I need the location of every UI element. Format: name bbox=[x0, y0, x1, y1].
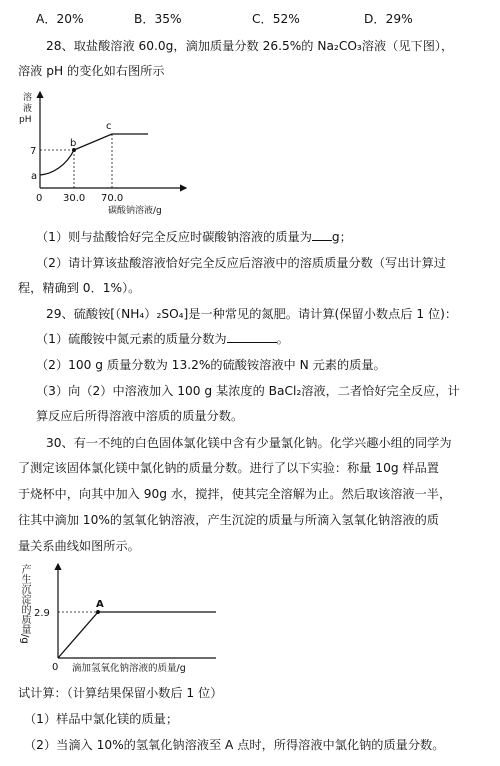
q29-part3-line2: 算反应后所得溶液中溶质的质量分数。 bbox=[36, 409, 244, 423]
q28-part1-text: （1）则与盐酸恰好完全反应时碳酸钠溶液的质量为 bbox=[36, 230, 312, 244]
precip-point-A bbox=[96, 610, 100, 614]
option-a: A．20% bbox=[36, 12, 84, 26]
ph-label-b: b bbox=[70, 138, 77, 149]
q30-part1: （1）样品中氯化镁的质量； bbox=[24, 712, 179, 726]
q28-part1-blank bbox=[312, 240, 332, 241]
option-d: D．29% bbox=[364, 12, 413, 26]
ph-ylabel-mid: 液 bbox=[23, 104, 33, 114]
precip-tick-29: 2.9 bbox=[34, 608, 50, 619]
q29-part1-blank bbox=[227, 342, 277, 343]
q30-line2: 了测定该固体氯化镁中氯化钠的质量分数。进行了以下实验：称量 10g 样品置 bbox=[18, 461, 439, 475]
ph-tick-7: 7 bbox=[30, 146, 37, 157]
q29-part2: （2）100 g 质量分数为 13.2%的硫酸铵溶液中 N 元素的质量。 bbox=[36, 358, 386, 372]
q29-part1 bbox=[36, 330, 289, 348]
ph-xlabel: 碳酸钠溶液/g bbox=[108, 206, 162, 216]
q28-line2: 溶液 pH 的变化如右图所示 bbox=[18, 64, 165, 78]
ph-curve bbox=[40, 134, 148, 175]
ph-tick-30: 30.0 bbox=[63, 193, 86, 204]
option-c: C．52% bbox=[252, 12, 300, 26]
q29-part1-end: 。 bbox=[276, 332, 289, 346]
ph-ylabel-top: 溶 bbox=[23, 93, 33, 103]
ph-tick-70: 70.0 bbox=[101, 193, 124, 204]
ph-chart bbox=[14, 88, 194, 218]
precip-curve bbox=[58, 612, 98, 658]
q28-part1 bbox=[36, 228, 352, 246]
q30-line3: 于烧杯中，向其中加入 90g 水，搅拌，使其完全溶解为止。然后取该溶液一半， bbox=[18, 487, 452, 501]
precip-tick-0: 0 bbox=[52, 662, 59, 673]
q28-part2-line1: （2）请计算该盐酸溶液恰好完全反应后溶液中的溶质质量分数（写出计算过 bbox=[36, 256, 446, 270]
ph-label-c: c bbox=[106, 121, 112, 132]
q28-line1: 28、取盐酸溶液 60.0g，滴加质量分数 26.5%的 Na₂CO₃溶液（见下图）， bbox=[46, 39, 454, 53]
q29-part3-line1: （3）向（2）中溶液加入 100 g 某浓度的 BaCl₂溶液，二者恰好完全反应，计 bbox=[36, 384, 460, 398]
option-b: B．35% bbox=[134, 12, 182, 26]
q28-part1-unit: g； bbox=[331, 230, 352, 244]
precip-ylabel: 产生沉淀的质量/g bbox=[19, 564, 30, 644]
q30-part2: （2）当滴入 10%的氢氧化钠溶液至 A 点时，所得溶液中氯化钠的质量分数。 bbox=[24, 738, 445, 752]
precip-label-A: A bbox=[96, 599, 104, 610]
ph-label-a: a bbox=[31, 171, 38, 182]
q28-part2-line2: 程，精确到 0．1%）。 bbox=[18, 281, 141, 295]
q30-line1: 30、有一不纯的白色固体氯化镁中含有少量氯化钠。化学兴趣小组的同学为 bbox=[46, 436, 452, 450]
ph-ylabel-bot: pH bbox=[19, 115, 32, 125]
q30-line4: 往其中滴加 10%的氢氧化钠溶液，产生沉淀的质量与所滴入氢氧化钠溶液的质 bbox=[18, 513, 439, 527]
precip-chart bbox=[30, 560, 240, 680]
q29-line1: 29、硫酸铵[（NH₄）₂SO₄]是一种常见的氮肥。请计算(保留小数点后 1 位)： bbox=[46, 307, 458, 321]
ph-tick-0: 0 bbox=[36, 193, 43, 204]
q30-line5: 量关系曲线如图所示。 bbox=[18, 539, 140, 553]
precip-xlabel: 滴加氢氧化钠溶液的质量/g bbox=[72, 663, 186, 674]
q30-calc: 试计算：（计算结果保留小数后 1 位） bbox=[18, 686, 223, 700]
q29-part1-text: （1）硫酸铵中氮元素的质量分数为 bbox=[36, 332, 227, 346]
